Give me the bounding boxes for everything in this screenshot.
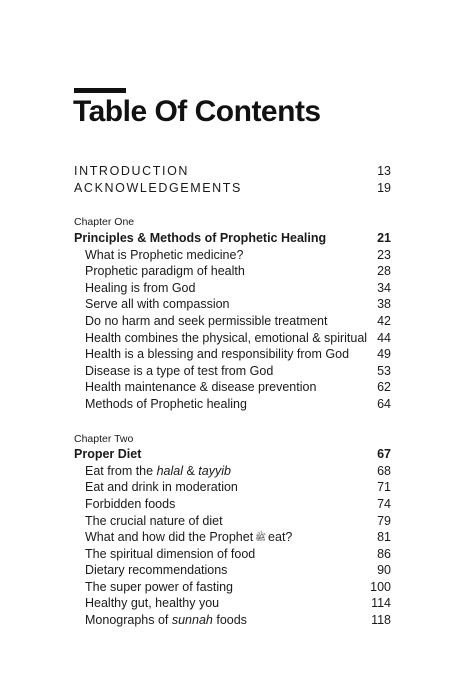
toc-page-number: 67 <box>377 447 391 461</box>
toc-page-number: 44 <box>377 331 391 345</box>
toc-entry-label: Forbidden foods <box>85 497 176 511</box>
toc-entry-label: Dietary recommendations <box>85 563 228 577</box>
toc-entry-introduction[interactable] <box>74 163 391 180</box>
chapter-title: Principles & Methods of Prophetic Healing <box>74 231 327 245</box>
toc-entry-label: Health maintenance & disease prevention <box>85 380 317 394</box>
page-title: Table Of Contents <box>73 95 321 128</box>
toc-entry[interactable] <box>85 579 391 596</box>
toc-page-number: 62 <box>377 380 391 394</box>
chapter-one-title-entry[interactable] <box>74 230 391 247</box>
toc-entry-label: The super power of fasting <box>85 580 233 594</box>
toc-entry[interactable] <box>85 562 391 579</box>
toc-entry-label: ACKNOWLEDGEMENTS <box>74 181 242 195</box>
toc-page-number: 74 <box>377 497 391 511</box>
toc-page-number: 79 <box>377 514 391 528</box>
toc-entry[interactable] <box>85 529 391 546</box>
toc-page-number: 49 <box>377 347 391 361</box>
toc-entry[interactable] <box>85 296 391 313</box>
toc-entry[interactable] <box>85 379 391 396</box>
toc-entry-label: Monographs of sunnah foods <box>85 613 247 627</box>
toc-entry-label: What is Prophetic medicine? <box>85 248 244 262</box>
toc-entry-label: Healthy gut, healthy you <box>85 596 220 610</box>
toc-entry-label: Health is a blessing and responsibility from God <box>85 347 350 361</box>
toc-page-number: 28 <box>377 264 391 278</box>
chapter-two-label: Chapter Two <box>74 433 134 445</box>
salawat-honorific-glyph: ﷺ <box>255 532 267 542</box>
toc-entry[interactable] <box>85 313 391 330</box>
toc-entry[interactable] <box>85 612 391 629</box>
toc-entry[interactable] <box>85 496 391 513</box>
toc-entry[interactable] <box>85 330 391 347</box>
toc-page-number: 118 <box>371 613 391 627</box>
toc-entry-label: Eat and drink in moderation <box>85 480 238 494</box>
toc-page-number: 13 <box>377 164 391 178</box>
toc-entry[interactable] <box>85 247 391 264</box>
toc-entry-label: Disease is a type of test from God <box>85 364 274 378</box>
toc-entry[interactable] <box>85 363 391 380</box>
toc-page-number: 19 <box>377 181 391 195</box>
toc-page-number: 71 <box>377 480 391 494</box>
toc-entry[interactable] <box>85 263 391 280</box>
toc-entry[interactable] <box>85 595 391 612</box>
toc-entry-label: Methods of Prophetic healing <box>85 397 247 411</box>
toc-page-number: 42 <box>377 314 391 328</box>
toc-entry-label: Serve all with compassion <box>85 297 230 311</box>
heading-rule <box>74 88 126 93</box>
toc-page-number: 53 <box>377 364 391 378</box>
toc-page-number: 23 <box>377 248 391 262</box>
toc-page-number: 81 <box>377 530 391 544</box>
toc-entry[interactable] <box>85 280 391 297</box>
toc-entry-acknowledgements[interactable] <box>74 180 391 197</box>
toc-entry[interactable] <box>85 396 391 413</box>
chapter-one-label: Chapter One <box>74 216 135 228</box>
toc-page-number: 21 <box>377 231 391 245</box>
toc-entry-label: What and how did the Prophet ﷺ eat? <box>85 530 293 544</box>
toc-page-number: 38 <box>377 297 391 311</box>
toc-page-number: 114 <box>371 596 391 610</box>
toc-page-number: 100 <box>370 580 391 594</box>
toc-entry-label: Prophetic paradigm of health <box>85 264 245 278</box>
toc-entry-label: Healing is from God <box>85 281 196 295</box>
toc-entry[interactable] <box>85 346 391 363</box>
toc-entry[interactable] <box>85 479 391 496</box>
toc-entry-label: Health combines the physical, emotional & spiritual <box>85 331 368 345</box>
toc-page-number: 68 <box>377 464 391 478</box>
toc-page-number: 90 <box>377 563 391 577</box>
toc-entry[interactable] <box>85 513 391 530</box>
chapter-title: Proper Diet <box>74 447 142 461</box>
toc-entry[interactable] <box>85 463 391 480</box>
chapter-two-title-entry[interactable] <box>74 446 391 463</box>
toc-entry-label: The spiritual dimension of food <box>85 547 256 561</box>
toc-entry-label: Eat from the halal & tayyib <box>85 464 231 478</box>
toc-entry-label: INTRODUCTION <box>74 164 190 178</box>
toc-entry-label: Do no harm and seek permissible treatment <box>85 314 328 328</box>
toc-page-number: 86 <box>377 547 391 561</box>
toc-page-number: 64 <box>377 397 391 411</box>
toc-entry[interactable] <box>85 546 391 563</box>
toc-entry-label: The crucial nature of diet <box>85 514 223 528</box>
toc-page-number: 34 <box>377 281 391 295</box>
